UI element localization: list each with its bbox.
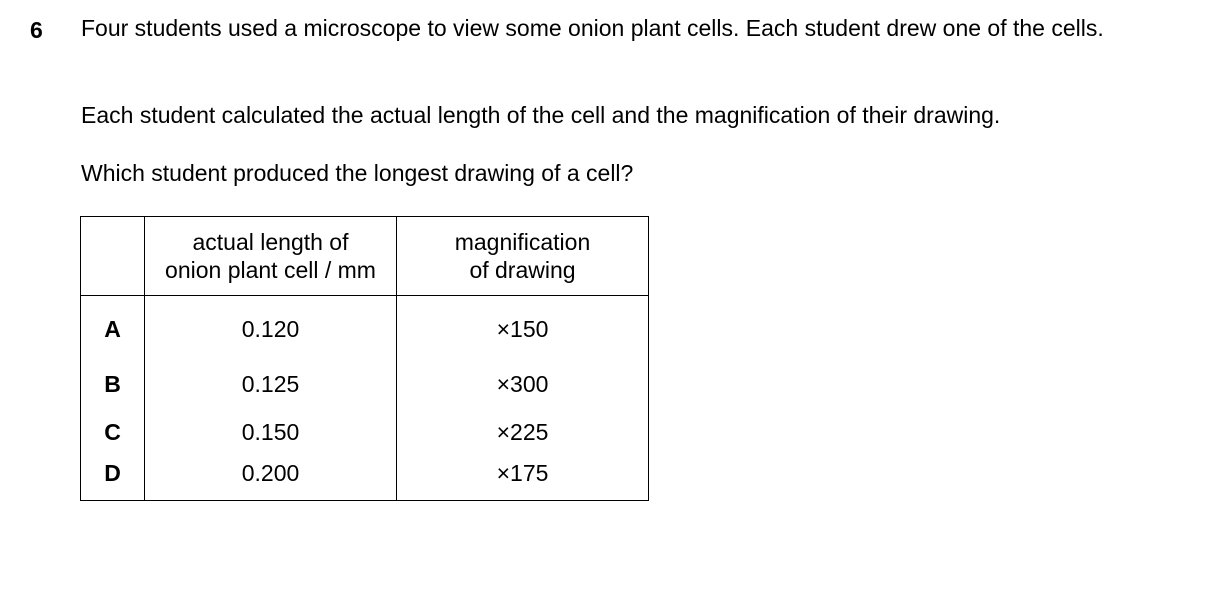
table-row [81, 296, 649, 361]
question-number: 6 [30, 17, 43, 43]
table-row [81, 360, 649, 408]
option-key: D [81, 456, 145, 501]
magnification-cell: ×300 [397, 360, 649, 408]
question-stem: Four students used a microscope to view some onion plant cells. Each student drew one of the cells. [81, 15, 1104, 41]
table-header-row [81, 217, 649, 296]
magnification-cell: ×175 [397, 456, 649, 501]
table-row [81, 456, 649, 501]
option-key: B [81, 360, 145, 408]
length-cell: 0.150 [145, 408, 397, 456]
length-cell: 0.125 [145, 360, 397, 408]
magnification-cell: ×150 [397, 296, 649, 361]
option-key: A [81, 296, 145, 361]
key-header [81, 217, 145, 296]
options-table [80, 216, 649, 501]
magnification-header-line1: magnification [454, 229, 591, 255]
length-header-line1: actual length of [192, 229, 349, 255]
question-context: Each student calculated the actual length of the cell and the magnification of their drawing. [81, 102, 1001, 128]
magnification-header [397, 217, 649, 296]
length-header [145, 217, 397, 296]
question-prompt: Which student produced the longest drawing of a cell? [81, 160, 634, 186]
length-cell: 0.200 [145, 456, 397, 501]
option-key: C [81, 408, 145, 456]
length-cell: 0.120 [145, 296, 397, 361]
length-header-line2: onion plant cell / mm [165, 257, 376, 283]
table-row [81, 408, 649, 456]
magnification-cell: ×225 [397, 408, 649, 456]
magnification-header-line2: of drawing [469, 257, 576, 283]
